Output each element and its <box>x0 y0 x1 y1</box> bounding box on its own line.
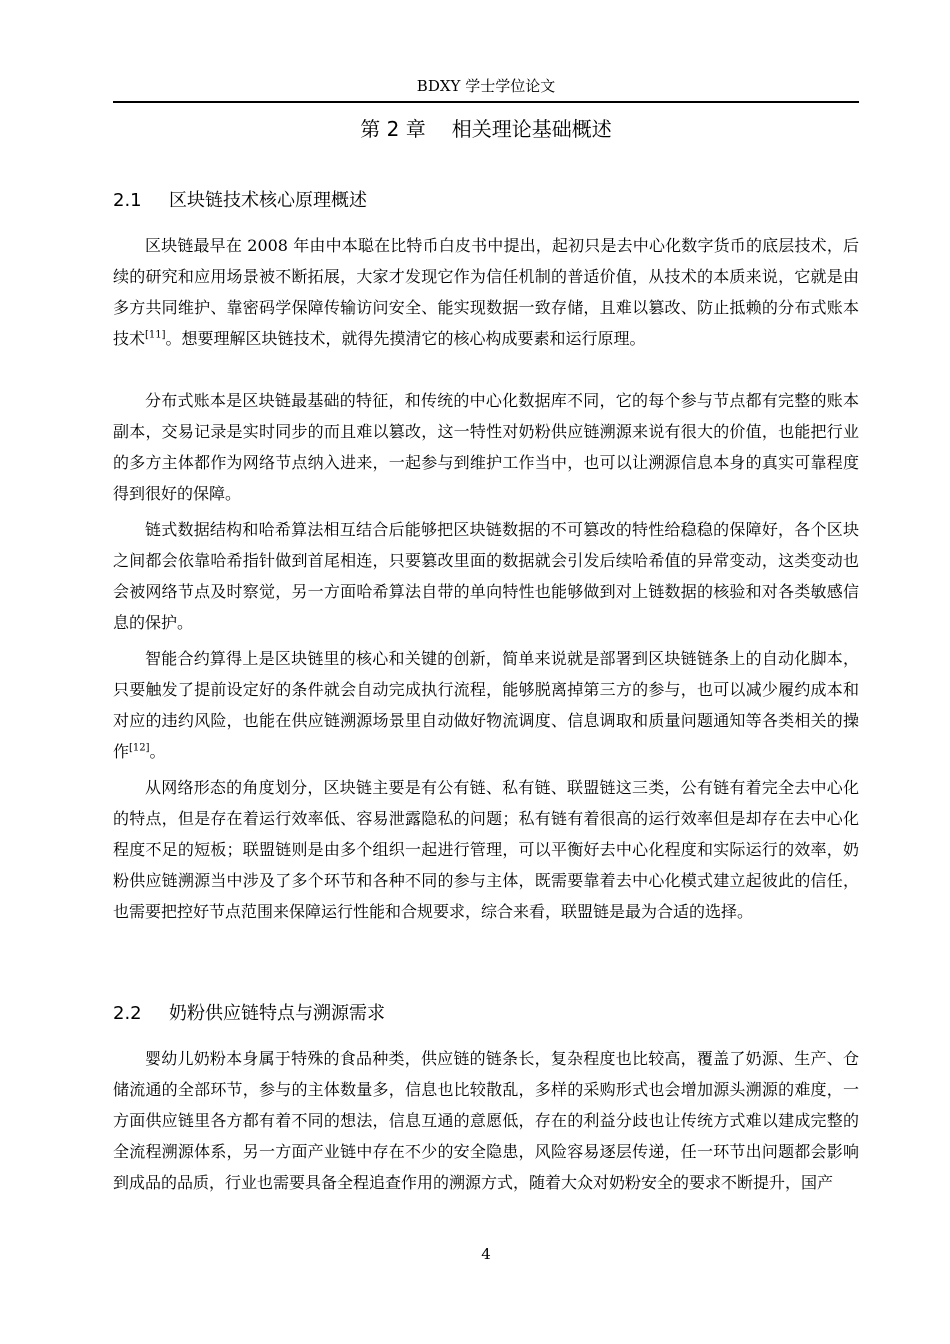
running-header: BDXY 学士学位论文 <box>416 77 556 95</box>
chapter-title-text: 相关理论基础概述 <box>451 117 612 141</box>
section-number: 2.2 <box>113 1003 142 1024</box>
chapter-number: 第 2 章 <box>360 117 426 141</box>
paragraph-blockchain-origin <box>113 230 859 354</box>
citation: [11] <box>145 329 166 341</box>
header-rule <box>113 101 859 103</box>
paragraph-text: 智能合约算得上是区块链里的核心和关键的创新，简单来说就是部署到区块链链条上的自动化脚本，只要触发了提前设定好的条件就会自动完成执行流程，能够脱离掉第三方的参与，也可以减少履约成本和对应的违约风险，也能在供应链溯源场景里自动做好物流调度、信息调取和质量问题通知等各类相关的操作 <box>113 649 859 761</box>
paragraph-text: 。想要理解区块链技术，就得先摸清它的核心构成要素和运行原理。 <box>165 329 646 348</box>
paragraph-distributed-ledger: 分布式账本是区块链最基础的特征，和传统的中心化数据库不同，它的每个参与节点都有完整的账本副本，交易记录是实时同步的而且难以篡改，这一特性对奶粉供应链溯源来说有很大的价值，也能把行业的多方主体都作为网络节点纳入进来，一起参与到维护工作当中，也可以让溯源信息本身的真实可靠程度得到很好的保障。 <box>113 391 859 503</box>
section-title-text: 区块链技术核心原理概述 <box>169 190 367 211</box>
chapter-title <box>113 114 859 144</box>
page-number: 4 <box>481 1245 491 1263</box>
paragraph-network-types: 从网络形态的角度划分，区块链主要是有公有链、私有链、联盟链这三类，公有链有着完全去中心化的特点，但是存在着运行效率低、容易泄露隐私的问题；私有链有着很高的运行效率但是却存在去中心化程度不足的短板；联盟链则是由多个组织一起进行管理，可以平衡好去中心化程度和实际运行的效率，奶粉供应链溯源当中涉及了多个环节和各种不同的参与主体，既需要靠着去中心化模式建立起彼此的信任，也需要把控好节点范围来保障运行性能和合规要求，综合来看，联盟链是最为合适的选择。 <box>113 778 859 921</box>
paragraph-text: 。 <box>149 742 166 761</box>
paragraph-hash-chain: 链式数据结构和哈希算法相互结合后能够把区块链数据的不可篡改的特性给稳稳的保障好，各个区块之间都会依靠哈希指针做到首尾相连，只要篡改里面的数据就会引发后续哈希值的异常变动，这类变动也会被网络节点及时察觉，另一方面哈希算法自带的单向特性也能够做到对上链数据的核验和对各类敏感信息的保护。 <box>113 520 859 632</box>
section-heading-2-2 <box>113 1001 859 1027</box>
section-heading-2-1 <box>113 188 859 214</box>
paragraph-text: 区块链最早在 2008 年由中本聪在比特币白皮书中提出，起初只是去中心化数字货币的底层技术，后续的研究和应用场景被不断拓展，大家才发现它作为信任机制的普适价值，从技术的本质来说，它就是由多方共同维护、靠密码学保障传输访问安全、能实现数据一致存储，且难以篡改、防止抵赖的分布式账本技术 <box>113 236 859 348</box>
section-number: 2.1 <box>113 190 142 211</box>
paragraph-milk-supply-chain: 婴幼儿奶粉本身属于特殊的食品种类，供应链的链条长，复杂程度也比较高，覆盖了奶源、生产、仓储流通的全部环节，参与的主体数量多，信息也比较散乱，多样的采购形式也会增加源头溯源的难度，一方面供应链里各方都有着不同的想法，信息互通的意愿低，存在的利益分歧也让传统方式难以建成完整的全流程溯源体系，另一方面产业链中存在不少的安全隐患，风险容易逐层传递，任一环节出问题都会影响到成品的品质，行业也需要具备全程追查作用的溯源方式，随着大众对奶粉安全的要求不断提升，国产 <box>113 1049 859 1192</box>
paragraph-smart-contract <box>113 643 859 767</box>
citation: [12] <box>129 742 150 754</box>
section-title-text: 奶粉供应链特点与溯源需求 <box>169 1003 385 1024</box>
